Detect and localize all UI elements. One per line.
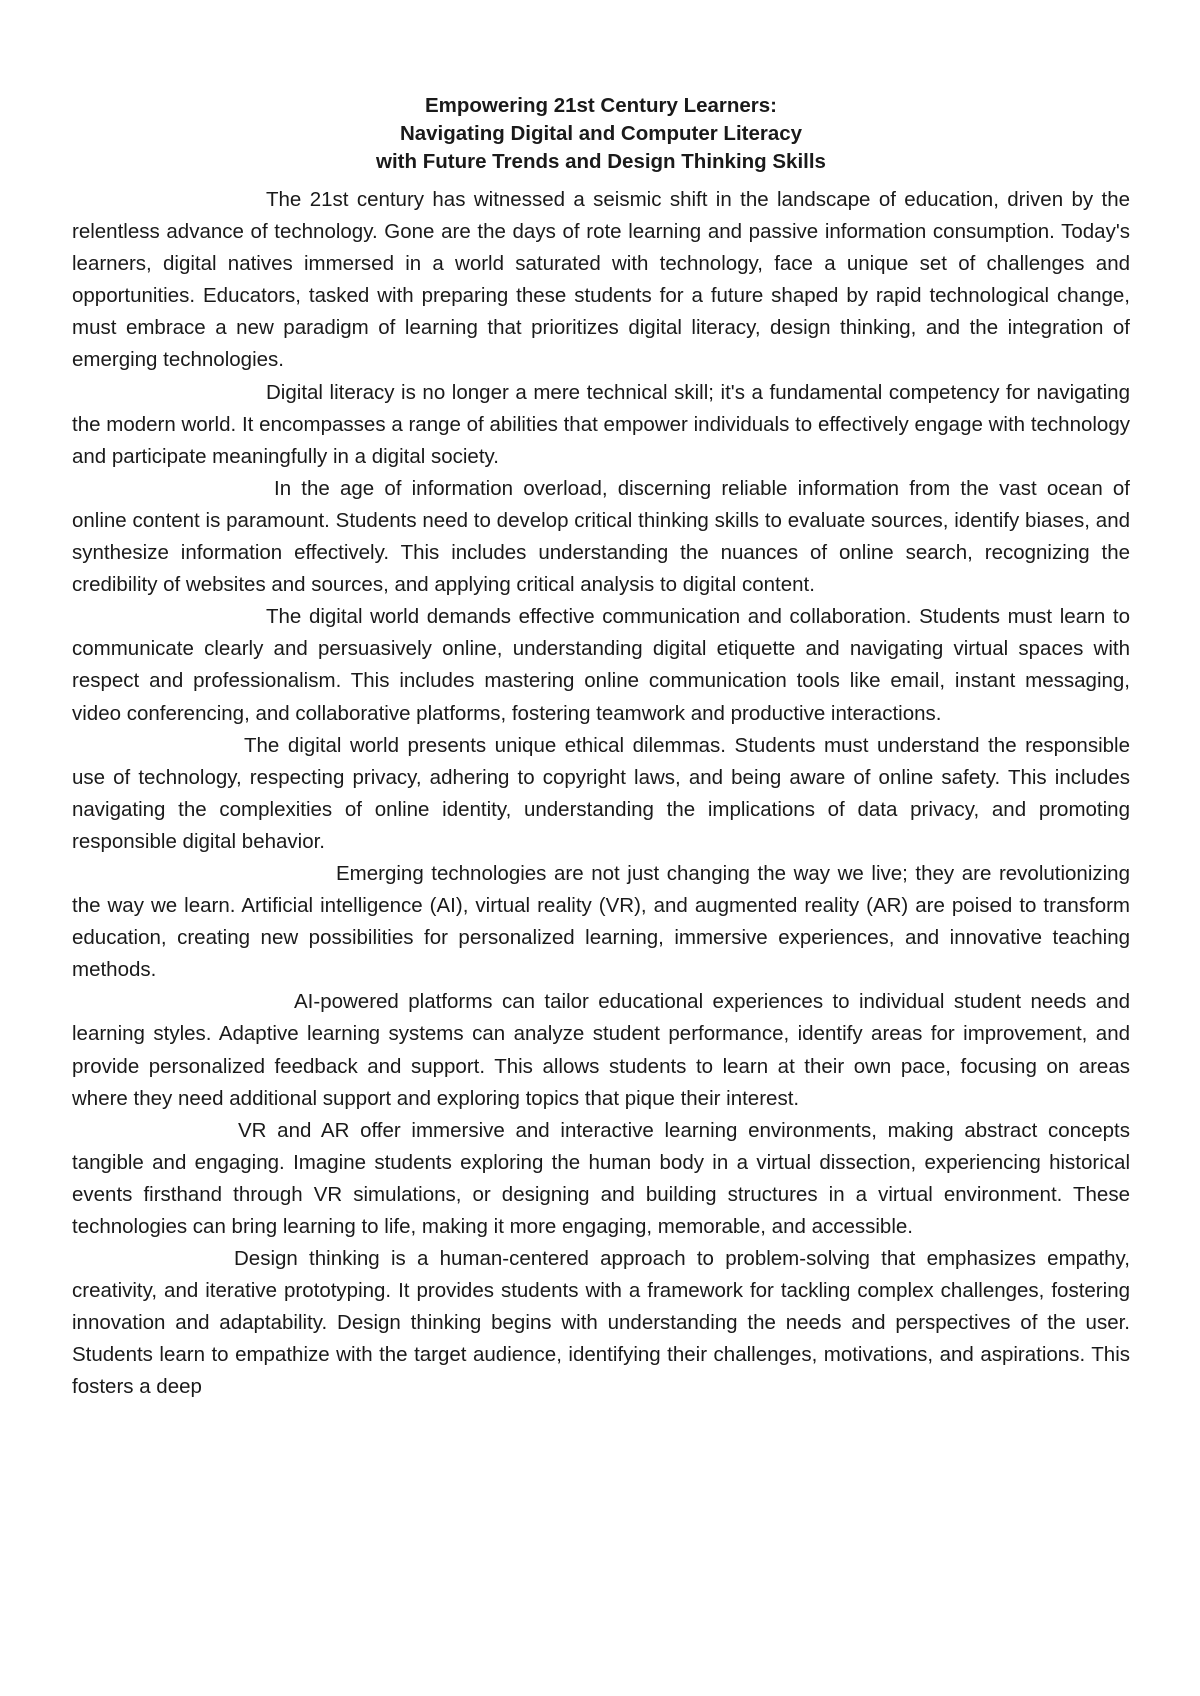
paragraph-digital-literacy: Digital literacy is no longer a mere technical skill; it's a fundamental competency for navigating the modern world. It encompasses a range of abilities that empower individuals to effectively engage with technology and participate meaningfully in a digital society. bbox=[72, 380, 1130, 468]
paragraph-ethics: The digital world presents unique ethical dilemmas. Students must understand the responsible use of technology, respecting privacy, adhering to copyright laws, and being aware of online safety. This includes navigating the complexities of online identity, understanding the implications of data privacy, and promoting responsible digital behavior. bbox=[72, 733, 1130, 853]
document-page bbox=[72, 92, 1130, 1404]
title-line-2: Navigating Digital and Computer Literacy bbox=[399, 122, 803, 145]
paragraph-ai-platforms: AI-powered platforms can tailor educational experiences to individual student needs and learning styles. Adaptive learning systems can analyze student performance, identify areas for improvement, and provide personalized feedback and support. This allows students to learn at their own pace, focusing on areas where they need additional support and exploring topics that pique their interest. bbox=[72, 990, 1130, 1110]
title-line-3: with Future Trends and Design Thinking Skills bbox=[376, 150, 826, 173]
paragraph-information-overload: In the age of information overload, discerning reliable information from the vast ocean of online content is paramount. Students need to develop critical thinking skills to evaluate sources, identify biases, and synthesize information effectively. This includes understanding the nuances of online search, recognizing the credibility of websites and sources, and applying critical analysis to digital content. bbox=[72, 476, 1130, 597]
paragraph-design-thinking: Design thinking is a human-centered approach to problem-solving that emphasizes empathy, creativity, and iterative prototyping. It provides students with a framework for tackling complex challenges, fostering innovation and adaptability. Design thinking begins with understanding the needs and perspectives of the user. Students learn to empathize with the target audience, identifying their challenges, motivations, and aspirations. This fosters a deep bbox=[72, 1247, 1130, 1399]
paragraph-vr-ar: VR and AR offer immersive and interactive learning environments, making abstract concepts tangible and engaging. Imagine students exploring the human body in a virtual dissection, experiencing historical events firsthand through VR simulations, or designing and building structures in a virtual environment. These technologies can bring learning to life, making it more engaging, memorable, and accessible. bbox=[72, 1118, 1130, 1238]
paragraph-communication: The digital world demands effective communication and collaboration. Students must learn to communicate clearly and persuasively online, understanding digital etiquette and navigating virtual spaces with respect and professionalism. This includes mastering online communication tools like email, instant messaging, video conferencing, and collaborative platforms, fostering teamwork and productive interactions. bbox=[72, 605, 1130, 725]
paragraph-intro: The 21st century has witnessed a seismic shift in the landscape of education, driven by the relentless advance of technology. Gone are the days of rote learning and passive information consumption. Today's learners, digital natives immersed in a world saturated with technology, face a unique set of challenges and opportunities. Educators, tasked with preparing these students for a future shaped by rapid technological change, must embrace a new paradigm of learning that prioritizes digital literacy, design thinking, and the integration of emerging technologies. bbox=[72, 188, 1130, 372]
document-title bbox=[72, 92, 1130, 176]
paragraph-emerging-tech: Emerging technologies are not just changing the way we live; they are revolutionizing the way we learn. Artificial intelligence (AI), virtual reality (VR), and augmented reality (AR) are poised to transform education, creating new possibilities for personalized learning, immersive experiences, and innovative teaching methods. bbox=[72, 861, 1130, 982]
title-line-1: Empowering 21st Century Learners: bbox=[424, 94, 777, 117]
